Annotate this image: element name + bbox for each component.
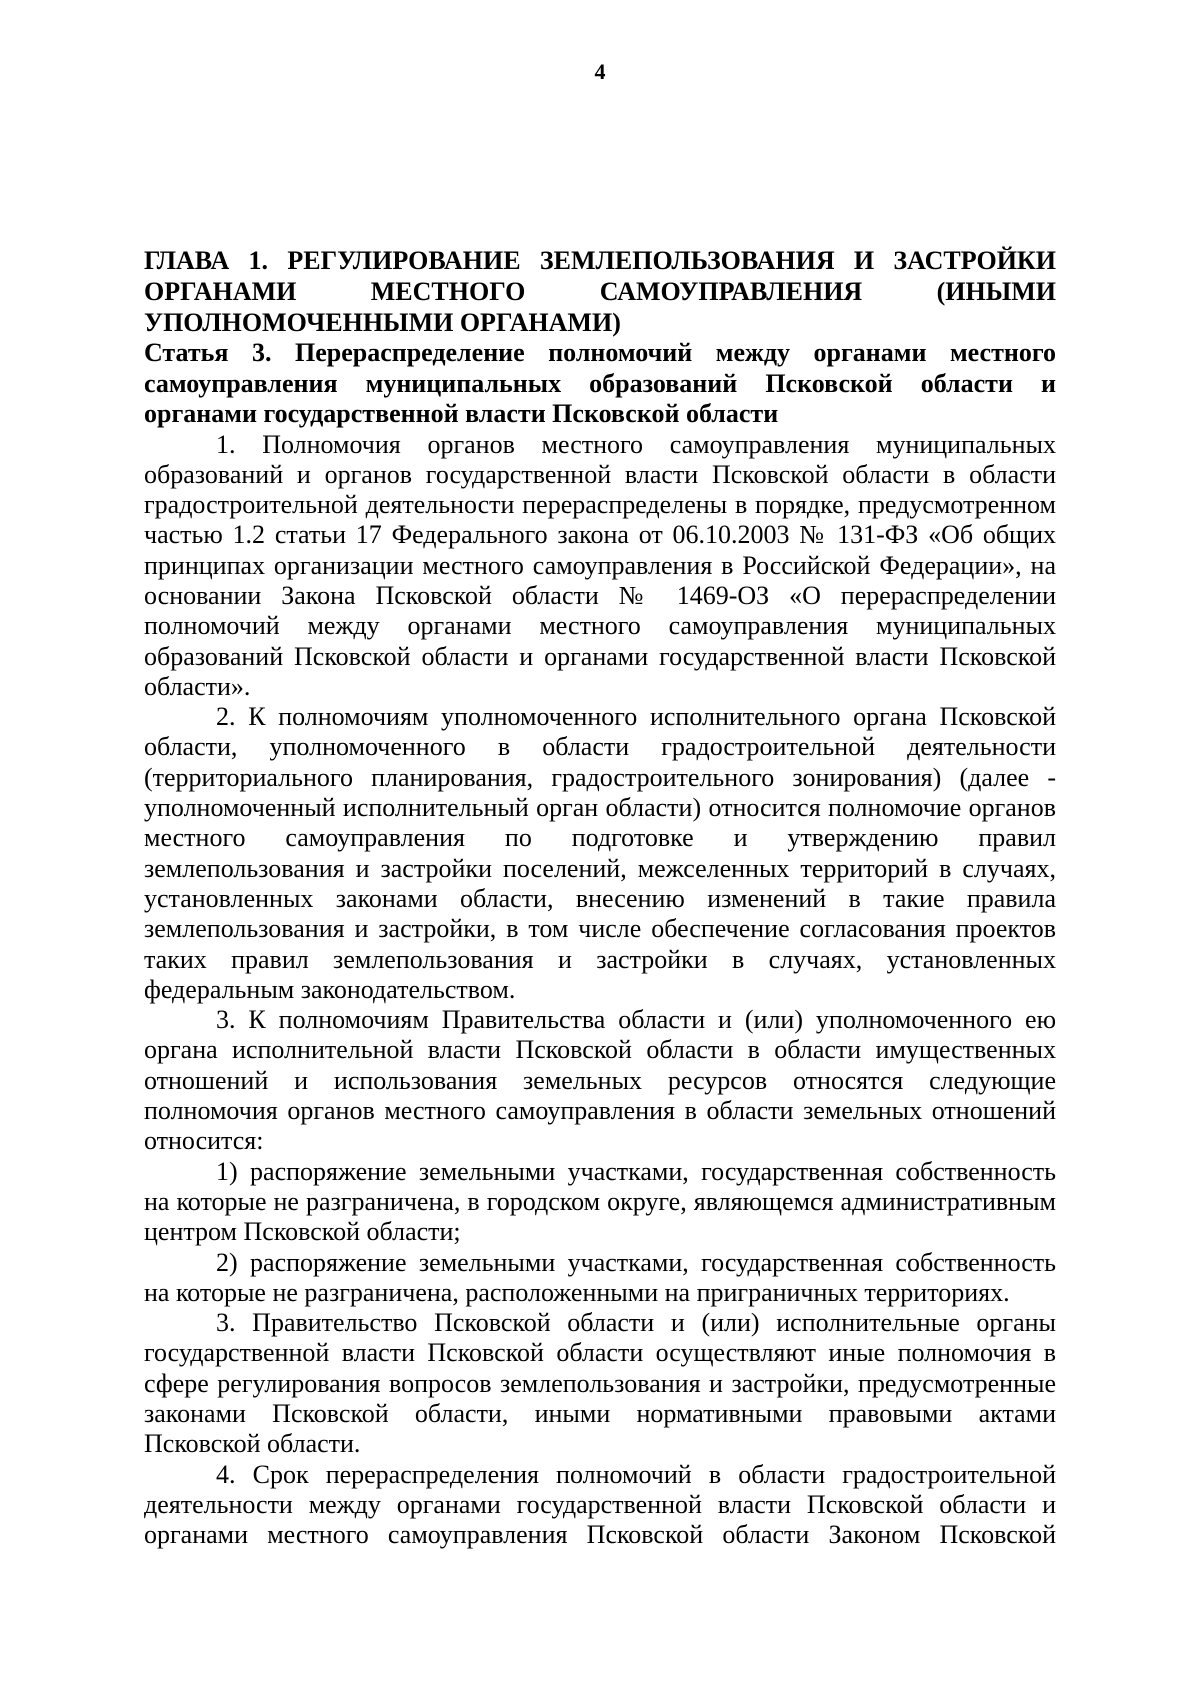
article-heading: Статья 3. Перераспределение полномочий между органами местного самоуправления муниципальных образований Псковской области и органами государственной власти Псковской области <box>144 338 1056 428</box>
paragraph: 2) распоряжение земельными участками, государственная собственность на которые не разграничена, расположенными на приграничных территориях. <box>144 1247 1056 1307</box>
paragraph: 3. К полномочиям Правительства области и (или) уполномоченного ею органа исполнительной власти Псковской области в области имущественных отношений и использования земельных ресурсов относятся следующие полномочия органов местного самоуправления в области земельных отношений относится: <box>144 1005 1056 1156</box>
page-number: 4 <box>594 59 606 84</box>
paragraph: 2. К полномочиям уполномоченного исполнительного органа Псковской области, уполномоченного в области градостроительной деятельности (территориального планирования, градостроительного зонирования) (далее - уполномоченный исполнительный орган области) относится полномочие органов местного самоуправления по подготовке и утверждению правил землепользования и застройки поселений, межселенных территорий в случаях, установленных законами области, внесению изменений в такие правила землепользования и застройки, в том числе обеспечение согласования проектов таких правил землепользования и застройки в случаях, установленных федеральным законодательством. <box>144 702 1056 1004</box>
paragraph: 1. Полномочия органов местного самоуправления муниципальных образований и органов государственной власти Псковской области в области градостроительной деятельности перераспределены в порядке, предусмотренном частью 1.2 статьи 17 Федерального закона от 06.10.2003 № 131-ФЗ «Об общих принципах организации местного самоуправления в Российской Федерации», на основании Закона Псковской области № 1469-ОЗ «О перераспределении полномочий между органами местного самоуправления муниципальных образований Псковской области и органами государственной власти Псковской области». <box>144 429 1056 701</box>
chapter-heading: ГЛАВА 1. РЕГУЛИРОВАНИЕ ЗЕМЛЕПОЛЬЗОВАНИЯ И ЗАСТРОЙКИ ОРГАНАМИ МЕСТНОГО САМОУПРАВЛЕНИЯ (ИНЫМИ УПОЛНОМОЧЕННЫМИ ОРГАНАМИ) <box>144 246 1056 337</box>
paragraph: 1) распоряжение земельными участками, государственная собственность на которые не разграничена, в городском округе, являющемся административным центром Псковской области; <box>144 1156 1056 1247</box>
document-body <box>144 245 1056 1550</box>
paragraph: 3. Правительство Псковской области и (или) исполнительные органы государственной власти Псковской области осуществляют иные полномочия в сфере регулирования вопросов землепользования и застройки, предусмотренные законами Псковской области, иными нормативными правовыми актами Псковской области. <box>144 1308 1056 1459</box>
paragraph: 4. Срок перераспределения полномочий в области градостроительной деятельности между органами государственной власти Псковской области и органами местного самоуправления Псковской области Законом Псковской <box>144 1459 1056 1550</box>
